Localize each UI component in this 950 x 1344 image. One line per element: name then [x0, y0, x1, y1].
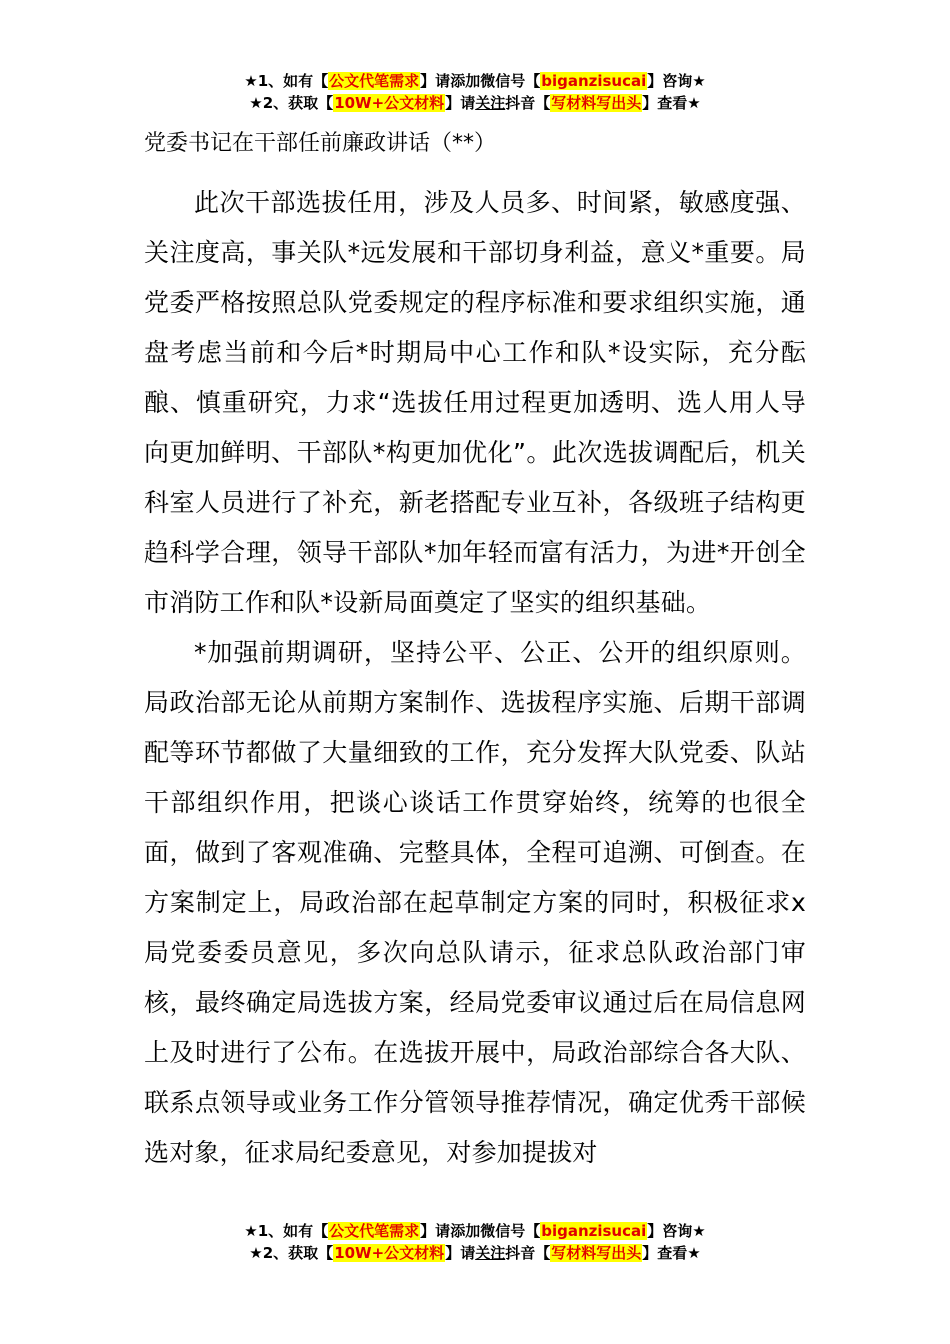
promo-text: 】请: [420, 1222, 451, 1240]
promo-text: 】咨询★: [647, 72, 706, 90]
promo-douyin-id: 写材料写出头: [551, 94, 642, 112]
paragraph-2: *加强前期调研，坚持公平、公正、公开的组织原则。局政治部无论从前期方案制作、选拔程序实施、后期干部调配等环节都做了大量细致的工作，充分发挥大队党委、队站干部组织作用，把谈心谈话工作贯穿始终，统筹的也很全面，做到了客观准确、完整具体，全程可追溯、可倒查。在方案制定上，局政治部在起草制定方案的同时，积极征求x局党委委员意见，多次向总队请示，征求总队政治部门审核，最终确定局选拔方案，经局党委审议通过后在局信息网上及时进行了公布。在选拔开展中，局政治部综合各大队、联系点领导或业务工作分管领导推荐情况，确定优秀干部候选对象，征求局纪委意见，对参加提拔对: [144, 638, 806, 1167]
promo-text: 】请: [445, 1244, 476, 1262]
promo-text: 】请: [445, 94, 476, 112]
promo-line-2: [0, 92, 950, 114]
promo-text: 微信号【: [480, 72, 541, 90]
promo-highlight: 公文代笔需求: [329, 1222, 420, 1240]
promo-emphasis: 关注: [475, 94, 506, 112]
promo-wechat-id: biganzisucai: [541, 1222, 647, 1240]
paragraph-1: 此次干部选拔任用，涉及人员多、时间紧，敏感度强、关注度高，事关队*远发展和干部切身利益，意义*重要。局党委严格按照总队党委规定的程序标准和要求组织实施，通盘考虑当前和今后*时期局中心工作和队*设实际，充分酝酿、慎重研究，力求“选拔任用过程更加透明、选人用人导向更加鲜明、干部队*构更加优化”。此次选拔调配后，机关科室人员进行了补充，新老搭配专业互补，各级班子结构更趋科学合理，领导干部队*加年轻而富有活力，为进*开创全市消防工作和队*设新局面奠定了坚实的组织基础。: [144, 188, 806, 617]
promo-text: ★1、如有【: [244, 1222, 329, 1240]
footer-promo-banner: [0, 1220, 950, 1264]
promo-text: 抖音【: [505, 94, 551, 112]
promo-text: 抖音【: [505, 1244, 551, 1262]
document-body: [144, 128, 806, 1178]
promo-text: 微信号【: [480, 1222, 541, 1240]
promo-text: 】查看★: [642, 94, 701, 112]
promo-emphasis: 关注: [475, 1244, 506, 1262]
promo-text: ★2、获取【: [249, 1244, 334, 1262]
promo-text: 】请: [420, 72, 451, 90]
promo-wechat-id: biganzisucai: [541, 72, 647, 90]
promo-text: 】咨询★: [647, 1222, 706, 1240]
promo-text: 】查看★: [642, 1244, 701, 1262]
promo-text: ★1、如有【: [244, 72, 329, 90]
promo-line-1: [0, 1220, 950, 1242]
promo-highlight: 10W+公文材料: [334, 1244, 445, 1262]
promo-line-2: [0, 1242, 950, 1264]
promo-text: ★2、获取【: [249, 94, 334, 112]
promo-highlight: 公文代笔需求: [329, 72, 420, 90]
promo-highlight: 10W+公文材料: [334, 94, 445, 112]
promo-douyin-id: 写材料写出头: [551, 1244, 642, 1262]
header-promo-banner: [0, 70, 950, 114]
document-title: 党委书记在干部任前廉政讲话（**）: [144, 131, 497, 156]
promo-emphasis: 添加: [450, 1222, 481, 1240]
promo-emphasis: 添加: [450, 72, 481, 90]
promo-line-1: [0, 70, 950, 92]
